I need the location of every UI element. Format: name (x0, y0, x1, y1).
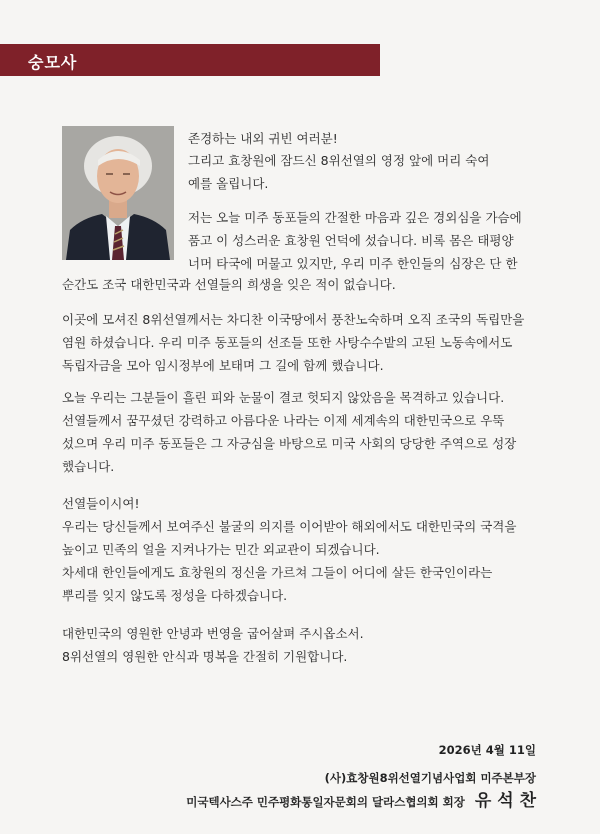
text-line: 8위선열의 영원한 안식과 명복을 간절히 기원합니다. (62, 649, 348, 664)
text-line: 높이고 민족의 얼을 지켜나가는 민간 외교관이 되겠습니다. (62, 542, 380, 557)
text-line: 독립자금을 모아 임시정부에 보태며 그 길에 함께 했습니다. (62, 358, 384, 373)
signature-name: 유 석 찬 (474, 791, 536, 811)
text-line: 순간도 조국 대한민국과 선열들의 희생을 잊은 적이 없습니다. (62, 277, 396, 292)
signature-line (186, 786, 536, 811)
paragraph-4 (62, 492, 516, 607)
signature-org: (사)효창원8위선열기념사업회 미주본부장 (324, 771, 536, 785)
signature-date: 2026년 4월 11일 (438, 743, 536, 757)
portrait-photo (62, 126, 174, 260)
paragraph-1-end (62, 273, 396, 296)
page-title: 숭모사 (28, 53, 78, 72)
text-line: 염원 하셨습니다. 우리 미주 동포들의 선조들 또한 사탕수수밭의 고된 노동속에서도 (62, 335, 513, 350)
text-line: 품고 이 성스러운 효창원 언덕에 섰습니다. 비록 몸은 태평양 (188, 233, 514, 248)
signature-title: 미국텍사스주 민주평화통일자문회의 달라스협의회 회장 (186, 795, 465, 809)
text-line: 오늘 우리는 그분들이 흘린 피와 눈물이 결코 헛되지 않았음을 목격하고 있습니다. (62, 390, 505, 405)
text-line: 했습니다. (62, 459, 115, 474)
greeting: 존경하는 내외 귀빈 여러분! (188, 131, 338, 146)
header-bar (0, 44, 380, 76)
text-line: 차세대 한인들에게도 효창원의 정신을 가르쳐 그들이 어디에 살든 한국인이라는 (62, 565, 493, 580)
text-line: 이곳에 모셔진 8위선열께서는 차디찬 이국땅에서 풍찬노숙하며 오직 조국의 독립만을 (62, 312, 525, 327)
paragraph-3 (62, 386, 516, 478)
text-line: 우리는 당신들께서 보여주신 불굴의 의지를 이어받아 해외에서도 대한민국의 국격을 (62, 519, 517, 534)
text-line: 저는 오늘 미주 동포들의 간절한 마음과 깊은 경외심을 가슴에 (188, 210, 522, 225)
text-line: 선열들께서 꿈꾸셨던 강력하고 아름다운 나라는 이제 세계속의 대한민국으로 우뚝 (62, 413, 505, 428)
text-line: 뿌리를 잊지 않도록 정성을 다하겠습니다. (62, 588, 288, 603)
text-line: 예를 올립니다. (188, 176, 269, 191)
text-line: 너머 타국에 머물고 있지만, 우리 미주 한인들의 심장은 단 한 (188, 256, 518, 271)
paragraph-1 (188, 206, 522, 275)
text-line: 섰으며 우리 미주 동포들은 그 자긍심을 바탕으로 미국 사회의 당당한 주역으로 성장 (62, 436, 517, 451)
paragraph-5 (62, 622, 364, 668)
paragraph-2 (62, 308, 524, 377)
text-line: 대한민국의 영원한 안녕과 번영을 굽어살펴 주시옵소서. (62, 626, 364, 641)
intro-text (188, 149, 489, 195)
text-line: 그리고 효창원에 잠드신 8위선열의 영정 앞에 머리 숙여 (188, 153, 490, 168)
text-line: 선열들이시여! (62, 496, 140, 511)
portrait-image (62, 126, 174, 260)
